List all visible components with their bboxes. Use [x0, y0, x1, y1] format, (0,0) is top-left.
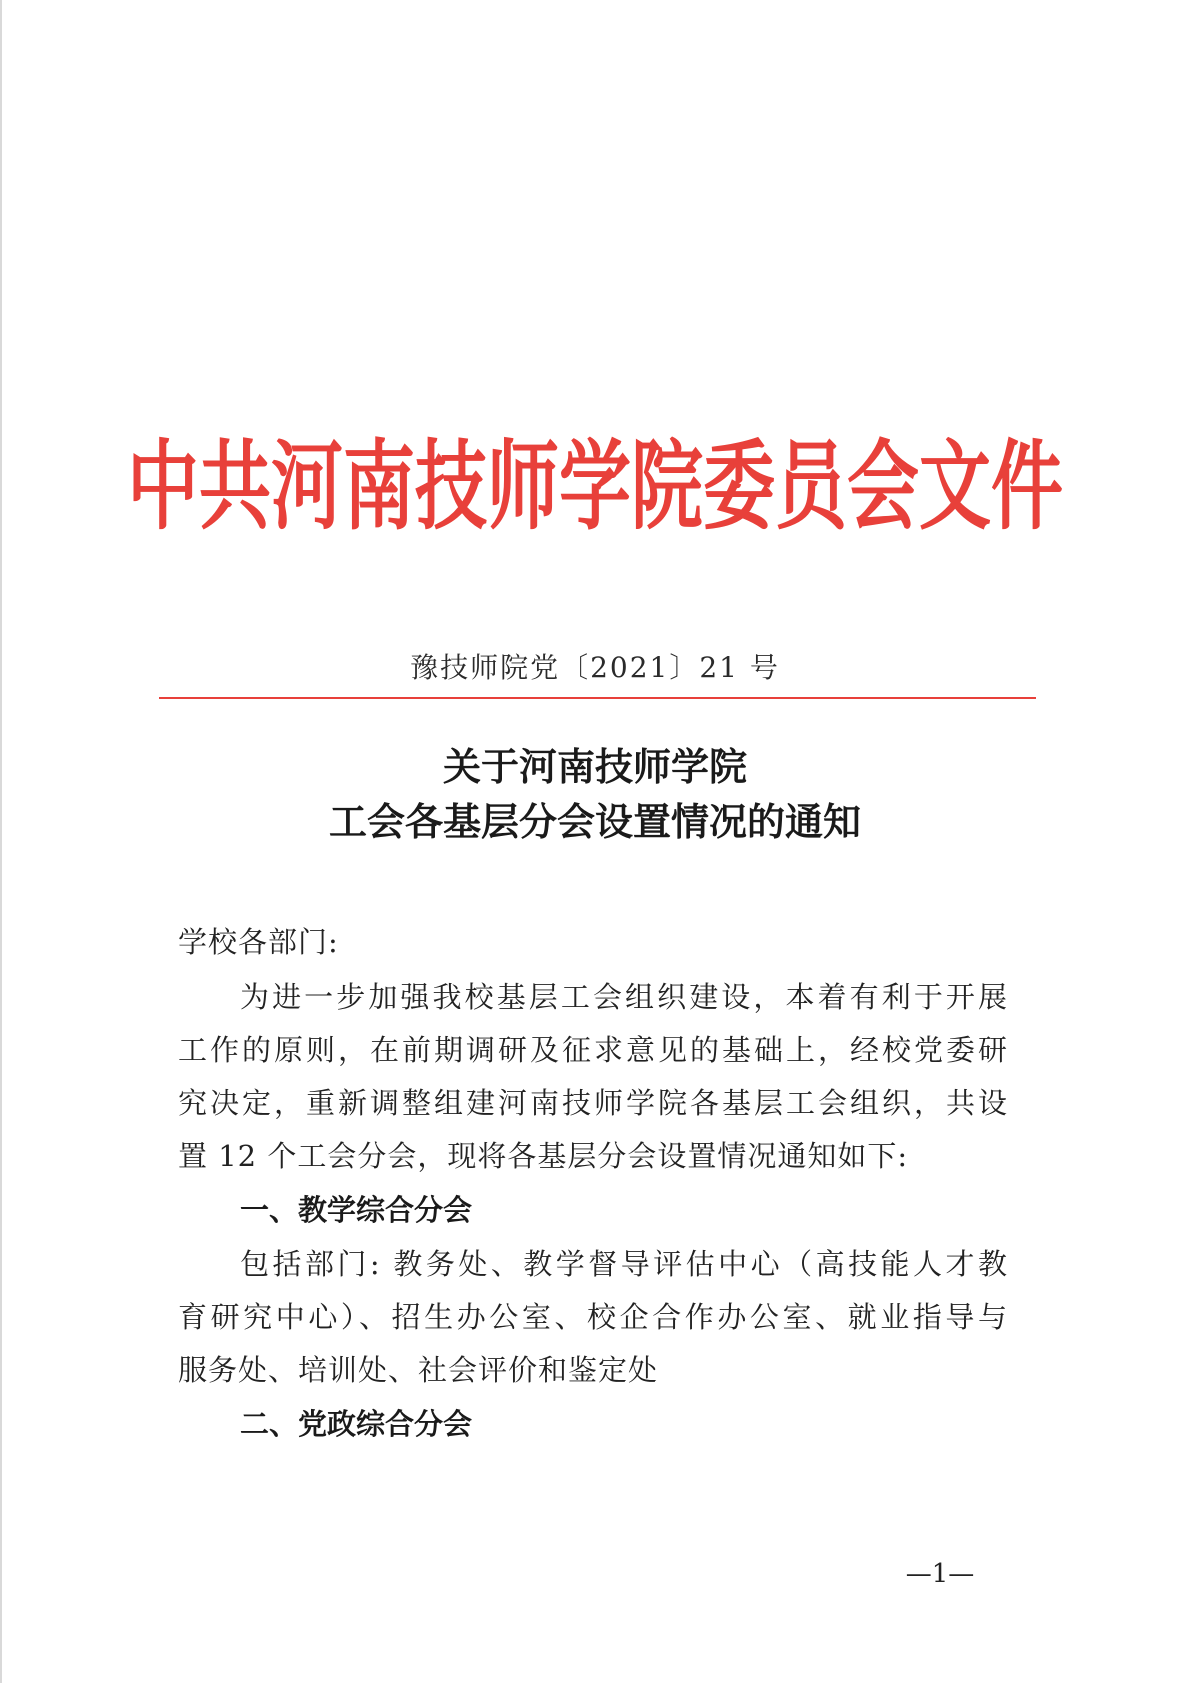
red-masthead: 中共河南技师学院委员会文件 [126, 429, 1063, 543]
red-divider-line [159, 697, 1036, 699]
section-heading-teaching: 一、教学综合分会 [240, 1193, 473, 1227]
intro-paragraph-line: 为进一步加强我校基层工会组织建设，本着有利于开展 [240, 980, 1008, 1014]
intro-paragraph-line: 置 12 个工会分会，现将各基层分会设置情况通知如下: [178, 1139, 909, 1173]
scan-edge [0, 0, 2, 1683]
document-number: 豫技师院党〔2021〕21 号 [410, 651, 780, 684]
section-body-line: 包括部门: 教务处、教学督导评估中心（高技能人才教 [240, 1247, 1008, 1281]
section-body-line: 服务处、培训处、社会评价和鉴定处 [178, 1353, 659, 1387]
document-title-line-2: 工会各基层分会设置情况的通知 [328, 799, 861, 844]
section-heading-party-admin: 二、党政综合分会 [240, 1407, 473, 1441]
document-title-line-1: 关于河南技师学院 [442, 744, 747, 789]
intro-paragraph-line: 工作的原则，在前期调研及征求意见的基础上，经校党委研 [178, 1033, 1008, 1067]
salutation: 学校各部门: [178, 925, 339, 959]
section-body-line: 育研究中心）、招生办公室、校企合作办公室、就业指导与 [178, 1300, 1008, 1334]
page-number: —1— [905, 1559, 975, 1589]
intro-paragraph-line: 究决定，重新调整组建河南技师学院各基层工会组织，共设 [178, 1086, 1008, 1120]
